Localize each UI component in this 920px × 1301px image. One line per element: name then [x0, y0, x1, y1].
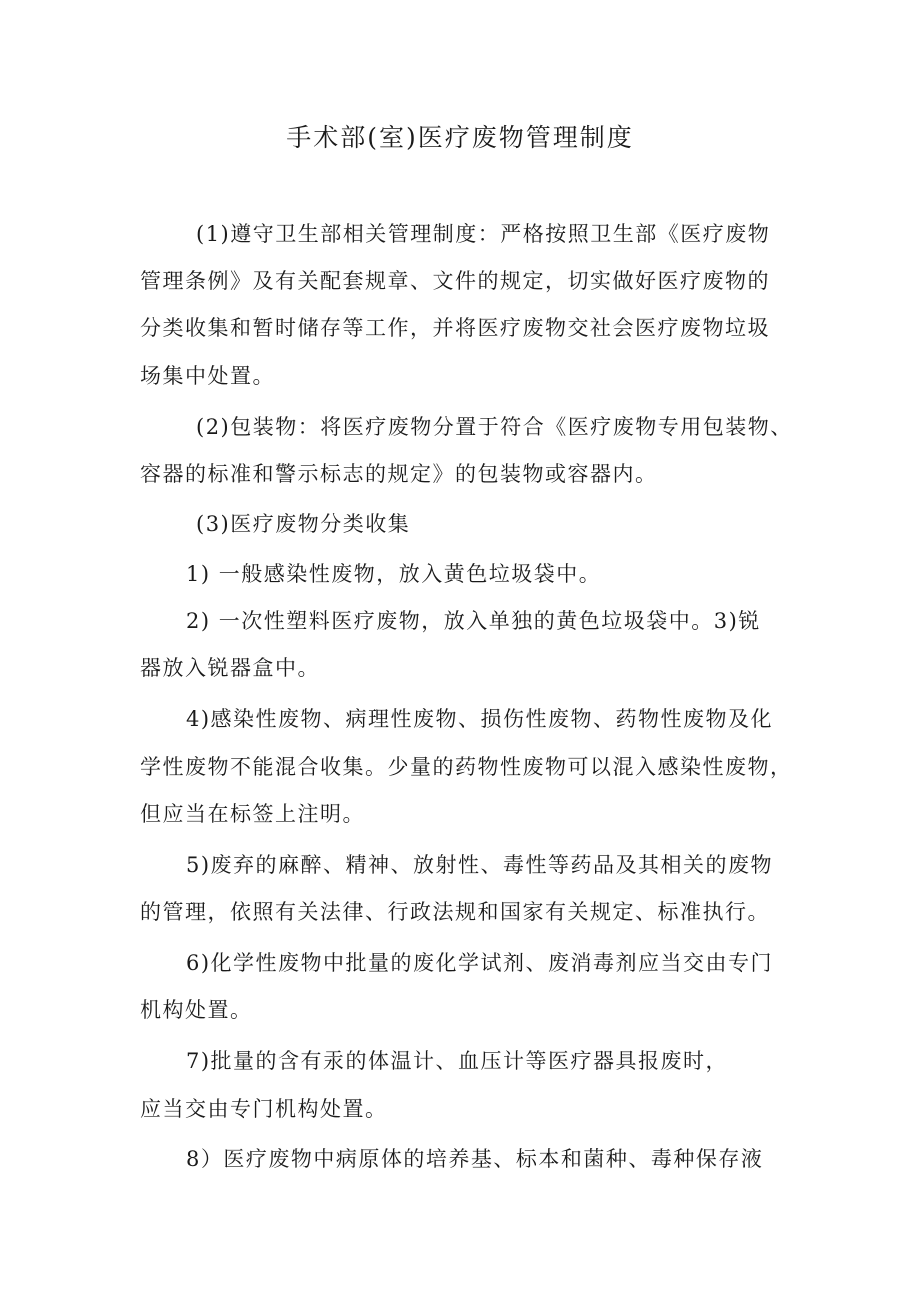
text-line: 管理条例》及有关配套规章、文件的规定，切实做好医疗废物的 — [140, 269, 770, 293]
text-line: 1) 一般感染性废物，放入黄色垃圾袋中。 — [186, 562, 602, 586]
document-title: 手术部(室)医疗废物管理制度 — [286, 123, 634, 152]
text-line: 分类收集和暂时储存等工作，并将医疗废物交社会医疗废物垃圾 — [140, 316, 770, 340]
text-line: 4)感染性废物、病理性废物、损伤性废物、药物性废物及化 — [186, 707, 774, 731]
text-line: (1)遵守卫生部相关管理制度：严格按照卫生部《医疗废物 — [196, 222, 771, 246]
text-line: 5)废弃的麻醉、精神、放射性、毒性等药品及其相关的废物 — [186, 853, 774, 877]
text-line: 容器的标准和警示标志的规定》的包装物或容器内。 — [140, 462, 658, 486]
text-line: 应当交由专门机构处置。 — [140, 1097, 388, 1121]
text-line: 的管理，依照有关法律、行政法规和国家有关规定、标准执行。 — [140, 900, 770, 924]
text-line: (2)包装物：将医疗废物分置于符合《医疗废物专用包装物、 — [196, 415, 793, 439]
text-line: 6)化学性废物中批量的废化学试剂、废消毒剂应当交由专门 — [186, 951, 774, 975]
text-line: 8）医疗废物中病原体的培养基、标本和菌种、毒种保存液 — [186, 1147, 764, 1171]
text-line: 7)批量的含有汞的体温计、血压计等医疗器具报废时， — [186, 1049, 729, 1073]
text-line: 场集中处置。 — [140, 364, 275, 388]
text-line: 机构处置。 — [140, 998, 253, 1022]
text-line: (3)医疗废物分类收集 — [196, 512, 411, 536]
text-line: 2) 一次性塑料医疗废物，放入单独的黄色垃圾袋中。3)锐 — [186, 609, 761, 633]
text-line: 学性废物不能混合收集。少量的药物性废物可以混入感染性废物， — [140, 755, 793, 779]
text-line: 器放入锐器盒中。 — [140, 656, 320, 680]
text-line: 但应当在标签上注明。 — [140, 802, 365, 826]
